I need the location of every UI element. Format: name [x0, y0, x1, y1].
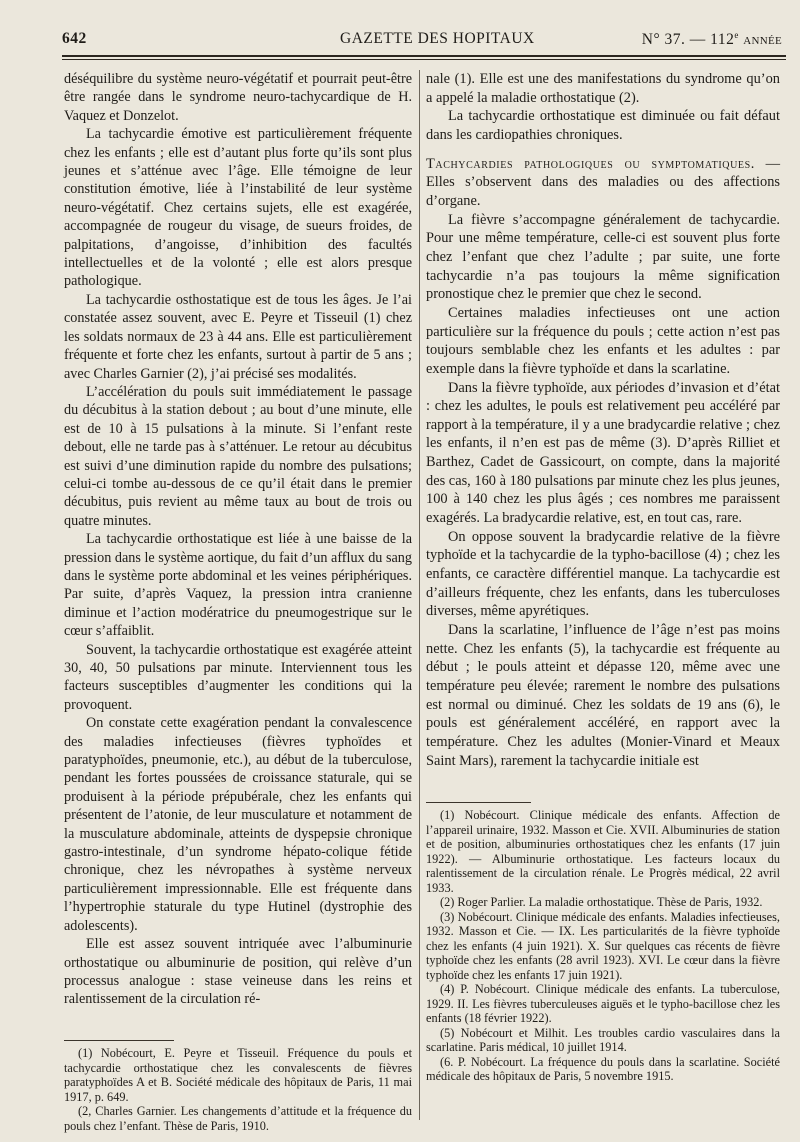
paragraph: On constate cette exagération pendant la convalescence des maladies infectieuses (fièvres typhoïdes et paratyphoïdes, pneumonie, etc.), au début de la tuberculose, pendant les fortes poussées de croissance staturale, qui se produisent à la période prépubérale, chez les enfants qui présentent de l’atonie, de leur musculature et notamment de la musculature abdominale, atteints de dyspepsie chronique gastro-intestinale, d’un syndrome hépato-colique fétide chronique, chez les névropathes à système nerveux particulièrement impressionnable. Elle est fréquente dans l’hypertrophie staturale du type Hutinel (dystrophie des adolescents).	[64, 715, 412, 934]
footnote-rule	[64, 1040, 174, 1041]
left-column	[64, 70, 412, 1009]
header-rule-thin	[62, 59, 786, 60]
footnote: (4) P. Nobécourt. Clinique médicale des enfants. La tuberculose, 1929. II. Les fièvres tuberculeuses aiguës et le typho-bacillose chez les enfants (18 février 1922).	[426, 982, 780, 1025]
footnote: (5) Nobécourt et Milhit. Les troubles cardio vasculaires dans la scarlatine. Paris médical, 10 juillet 1914.	[426, 1025, 780, 1054]
footnote-rule	[426, 802, 531, 803]
footnote: (1) Nobécourt, E. Peyre et Tisseuil. Fréquence du pouls et tachycardie orthostatique chez les convalescents de fièvres paratyphoïdes A et B. Société médicale des hôpitaux de Paris, 11 mai 1917, p. 649.	[64, 1046, 412, 1104]
paragraph: La tachycardie orthostatique est diminuée ou fait défaut dans les cardiopathies chroniques.	[426, 108, 780, 143]
footnotes-left	[64, 1046, 412, 1133]
column-divider	[419, 70, 420, 1120]
paragraph: On oppose souvent la bradycardie relative de la fièvre typhoïde et la tachycardie de la typho-bacillose (4) ; chez les enfants, ce caractère différentiel manque. La tachycardie est d’ailleurs fréquente, chez les enfants, dans les tuberculoses diverses, même apyrétiques.	[426, 528, 780, 620]
right-column	[426, 70, 780, 770]
footnote: (3) Nobécourt. Clinique médicale des enfants. Maladies infectieuses, 1932. Masson et Cie. — IX. Les particularités de la fièvre typhoïde chez les enfants (4 juin 1921). X. Sur quelques cas récents de fièvre typhoïde chez les enfants (28 avril 1923). XVI. Le cœur dans la fièvre typhoïde chez les enfants 17 juin 1921).	[426, 909, 780, 982]
running-header	[62, 30, 786, 52]
paragraph: Dans la scarlatine, l’influence de l’âge n’est pas moins nette. Chez les enfants (5), la tachycardie est fréquente au début ; le pouls atteint et dépasse 120, même avec une température peu élevée; rarement le nombre des pulsations est normal ou diminué. Chez les soldats de 19 ans (6), le pouls est généralement accéléré, en rapport avec la température. Chez les adultes (Monier-Vinard et Meaux Saint Mars), rarement la tachycardie initiale est	[426, 622, 780, 769]
paragraph: nale (1). Elle est une des manifestations du syndrome qu’on a appelé la maladie orthostatique (2).	[426, 71, 780, 106]
footnotes-right	[426, 808, 780, 1084]
paragraph: déséquilibre du système neuro-végétatif et pourrait peut-être être rangée dans le syndrome neuro-tachycardique de H. Vaquez et Donzelot.	[64, 71, 412, 124]
section-heading: Tachycardies pathologiques ou symptomatiques.	[426, 155, 755, 172]
section-text: — Elles s’observent dans des maladies ou des affections d’organe.	[426, 155, 780, 209]
paragraph: Souvent, la tachycardie orthostatique est exagérée atteint 30, 40, 50 pulsations par minute. Interviennent tous les facteurs susceptibles d’augmenter les conditions qui la provoquent.	[64, 641, 412, 713]
footnote: (2) Roger Parlier. La maladie orthostatique. Thèse de Paris, 1932.	[440, 895, 763, 909]
journal-title: GAZETTE DES HOPITAUX	[340, 30, 535, 47]
header-rule	[62, 55, 786, 57]
paragraph: La tachycardie émotive est particulièrement fréquente chez les enfants ; elle est d’autant plus forte qu’ils sont plus jeunes et s’atténue avec l’âge. Elle témoigne de leur constitution émotive, liée à l’instabilité de leur système neuro-végétatif. Chez certains sujets, elle est exagérée, accompagnée de rougeur du visage, de sueurs froides, de palpitations, d’angoisse, d’inhibition des facultés intellectuelles et de la volonté ; elle est alors presque pathologique.	[64, 126, 412, 290]
issue-label	[642, 30, 782, 49]
issue-ordinal: e	[734, 30, 739, 40]
paragraph: Dans la fièvre typhoïde, aux périodes d’invasion et d’état : chez les adultes, le pouls est relativement peu accéléré par rapport à la température, il y a une bradycardie relative ; chez les enfants, il n’en est pas de même (3). D’après Rilliet et Barthez, Cadet de Gassicourt, on compte, dans la majorité des cas, 160 à 180 pulsations par minute chez les plus jeunes, 100 à 140 chez les plus âgés ; ces nombres me paraissent exagérés. La bradycardie relative, est, en tout cas, rare.	[426, 379, 780, 527]
footnote: (1) Nobécourt. Clinique médicale des enfants. Affection de l’appareil urinaire, 1932. Masson et Cie. XVII. Albuminuries de station et de position, albuminuries orthostatiques chez les enfants (17 juin 1922). — Albuminurie orthostatique. Les facteurs locaux du ralentissement de la circulation rénale. Le Progrès médical, 22 avril 1933.	[426, 808, 780, 895]
paragraph: Certaines maladies infectieuses ont une action particulière sur la fréquence du pouls ; cette action n’est pas toujours semblable chez les enfants et les adultes : par exemple dans la fièvre typhoïde et dans la scarlatine.	[426, 304, 780, 377]
footnote: (6. P. Nobécourt. La fréquence du pouls dans la scarlatine. Société médicale des hôpitaux de Paris, 5 novembre 1915.	[426, 1054, 780, 1083]
paragraph: La tachycardie orthostatique est liée à une baisse de la pression dans le système aortique, du fait d’un afflux du sang dans le système porte abdominal et les veines périphériques. Par suite, d’après Vaquez, la pression intra cranienne diminue et l’action modératrice du pneumogestrique sur le cœur s’affaiblit.	[64, 531, 412, 640]
page-number: 642	[62, 30, 87, 47]
paragraph: La tachycardie osthostatique est de tous les âges. Je l’ai constatée assez souvent, avec E. Peyre et Tisseuil (1) chez les soldats normaux de 23 à 44 ans. Elle est particulièrement fréquente et forte chez les enfants, surtout à partir de 5 ans ; avec Charles Garnier (2), j’ai précisé ses modalités.	[64, 291, 412, 382]
paragraph: L’accélération du pouls suit immédiatement le passage du décubitus à la station debout ; au bout d’une minute, elle est de 10 à 15 pulsations à la minute. Si l’enfant reste debout, elle ne tarde pas à s’atténuer. Le retour au décubitus est suivi d’une diminution rapide du nombre des pulsations; celui-ci tombe au-dessous de ce qu’il était dans le premier décubitus, puis revient au même taux au bout de trois ou quatre minutes.	[64, 383, 412, 529]
footnote: (2, Charles Garnier. Les changements d’attitude et la fréquence du pouls chez l’enfant. Thèse de Paris, 1910.	[64, 1104, 412, 1133]
issue-number: N° 37. — 112	[641, 31, 735, 49]
paragraph: La fièvre s’accompagne généralement de tachycardie. Pour une même température, celle-ci est souvent plus forte chez l’enfant que chez l’adulte ; par suite, une forte tachycardie n’a pas toujours la même signification pronostique chez le premier que chez le second.	[426, 211, 780, 303]
paragraph: Elle est assez souvent intriquée avec l’albuminurie orthostatique ou albuminurie de position, qui relève d’un processus analogue : stase veineuse dans les reins et ralentissement de la circulation ré-	[64, 936, 412, 1008]
issue-year-word: ANNÉE	[743, 35, 782, 48]
section-paragraph	[426, 155, 780, 211]
